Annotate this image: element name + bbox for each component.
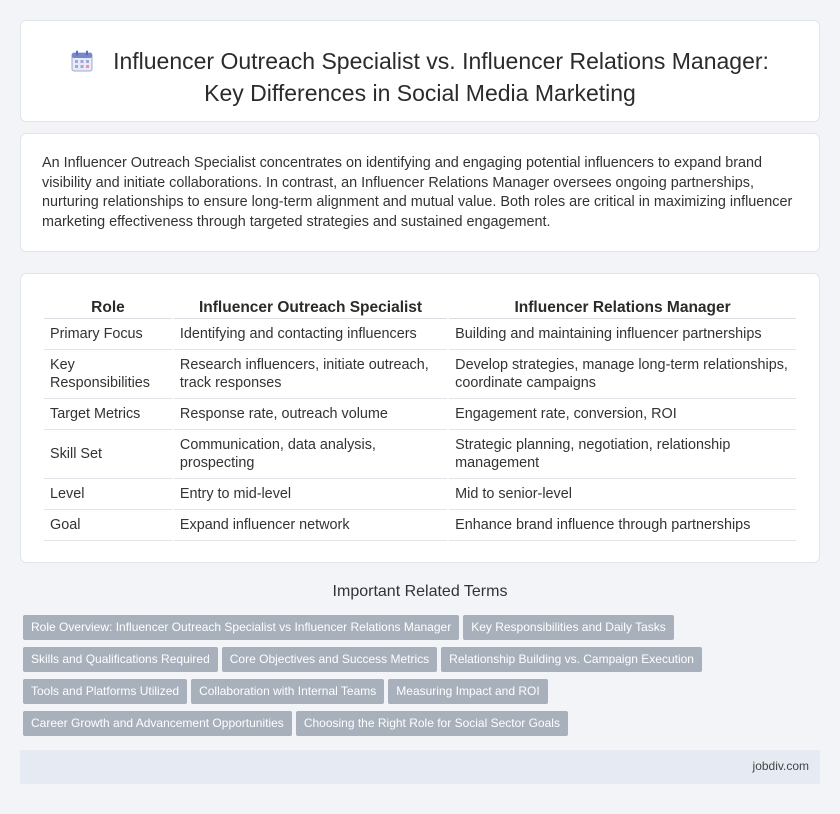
header-outreach-specialist: Influencer Outreach Specialist — [174, 295, 447, 319]
row-label: Primary Focus — [44, 319, 172, 350]
comparison-table — [42, 295, 798, 541]
related-tag[interactable]: Collaboration with Internal Teams — [191, 679, 384, 704]
related-tag[interactable]: Relationship Building vs. Campaign Execution — [441, 647, 702, 672]
outreach-cell: Research influencers, initiate outreach, track responses — [174, 350, 447, 399]
tag-row — [23, 679, 813, 711]
relations-cell: Enhance brand influence through partnerships — [449, 510, 796, 541]
outreach-cell: Entry to mid-level — [174, 479, 447, 510]
footer-site-link[interactable]: jobdiv.com — [752, 759, 809, 773]
tag-row — [23, 615, 813, 647]
page-title — [21, 45, 819, 109]
outreach-cell: Response rate, outreach volume — [174, 399, 447, 430]
related-terms-tags — [23, 615, 813, 743]
row-label: Skill Set — [44, 430, 172, 479]
row-label: Target Metrics — [44, 399, 172, 430]
table-row — [44, 479, 796, 510]
table-header-row — [44, 295, 796, 319]
related-tag[interactable]: Measuring Impact and ROI — [388, 679, 547, 704]
table-row — [44, 510, 796, 541]
related-tag[interactable]: Key Responsibilities and Daily Tasks — [463, 615, 674, 640]
related-tag[interactable]: Role Overview: Influencer Outreach Specialist vs Influencer Relations Manager — [23, 615, 459, 640]
relations-cell: Mid to senior-level — [449, 479, 796, 510]
relations-cell: Develop strategies, manage long-term relationships, coordinate campaigns — [449, 350, 796, 399]
calendar-icon — [71, 48, 93, 70]
title-line-1: Influencer Outreach Specialist vs. Influencer Relations Manager: — [113, 48, 769, 74]
table-row — [44, 350, 796, 399]
footer — [20, 750, 820, 784]
relations-cell: Engagement rate, conversion, ROI — [449, 399, 796, 430]
intro-paragraph: An Influencer Outreach Specialist concentrates on identifying and engaging potential influencers to expand brand visibility and initiate collaborations. In contrast, an Influencer Relations Manager oversees ongoing partnerships, nurturing relationships to ensure long-term alignment and mutual value. Both roles are critical in maximizing influencer marketing effectiveness through targeted strategies and sustained engagement. — [42, 155, 793, 230]
table-row — [44, 430, 796, 479]
table-row — [44, 319, 796, 350]
relations-cell: Strategic planning, negotiation, relationship management — [449, 430, 796, 479]
related-tag[interactable]: Core Objectives and Success Metrics — [222, 647, 437, 672]
row-label: Level — [44, 479, 172, 510]
related-tag[interactable]: Career Growth and Advancement Opportunities — [23, 711, 292, 736]
related-terms-title: Important Related Terms — [332, 583, 508, 600]
outreach-cell: Communication, data analysis, prospecting — [174, 430, 447, 479]
comparison-card — [20, 273, 820, 563]
header-relations-manager: Influencer Relations Manager — [449, 295, 796, 319]
outreach-cell: Expand influencer network — [174, 510, 447, 541]
table-row — [44, 399, 796, 430]
title-line-2: Key Differences in Social Media Marketing — [204, 80, 636, 106]
header-card — [20, 20, 820, 122]
relations-cell: Building and maintaining influencer partnerships — [449, 319, 796, 350]
header-role: Role — [44, 295, 172, 319]
related-tag[interactable]: Skills and Qualifications Required — [23, 647, 218, 672]
row-label: Goal — [44, 510, 172, 541]
related-tag[interactable]: Choosing the Right Role for Social Sector Goals — [296, 711, 568, 736]
tag-row — [23, 711, 813, 743]
intro-card — [20, 133, 820, 252]
tag-row — [23, 647, 813, 679]
row-label: Key Responsibilities — [44, 350, 172, 399]
related-tag[interactable]: Tools and Platforms Utilized — [23, 679, 187, 704]
outreach-cell: Identifying and contacting influencers — [174, 319, 447, 350]
